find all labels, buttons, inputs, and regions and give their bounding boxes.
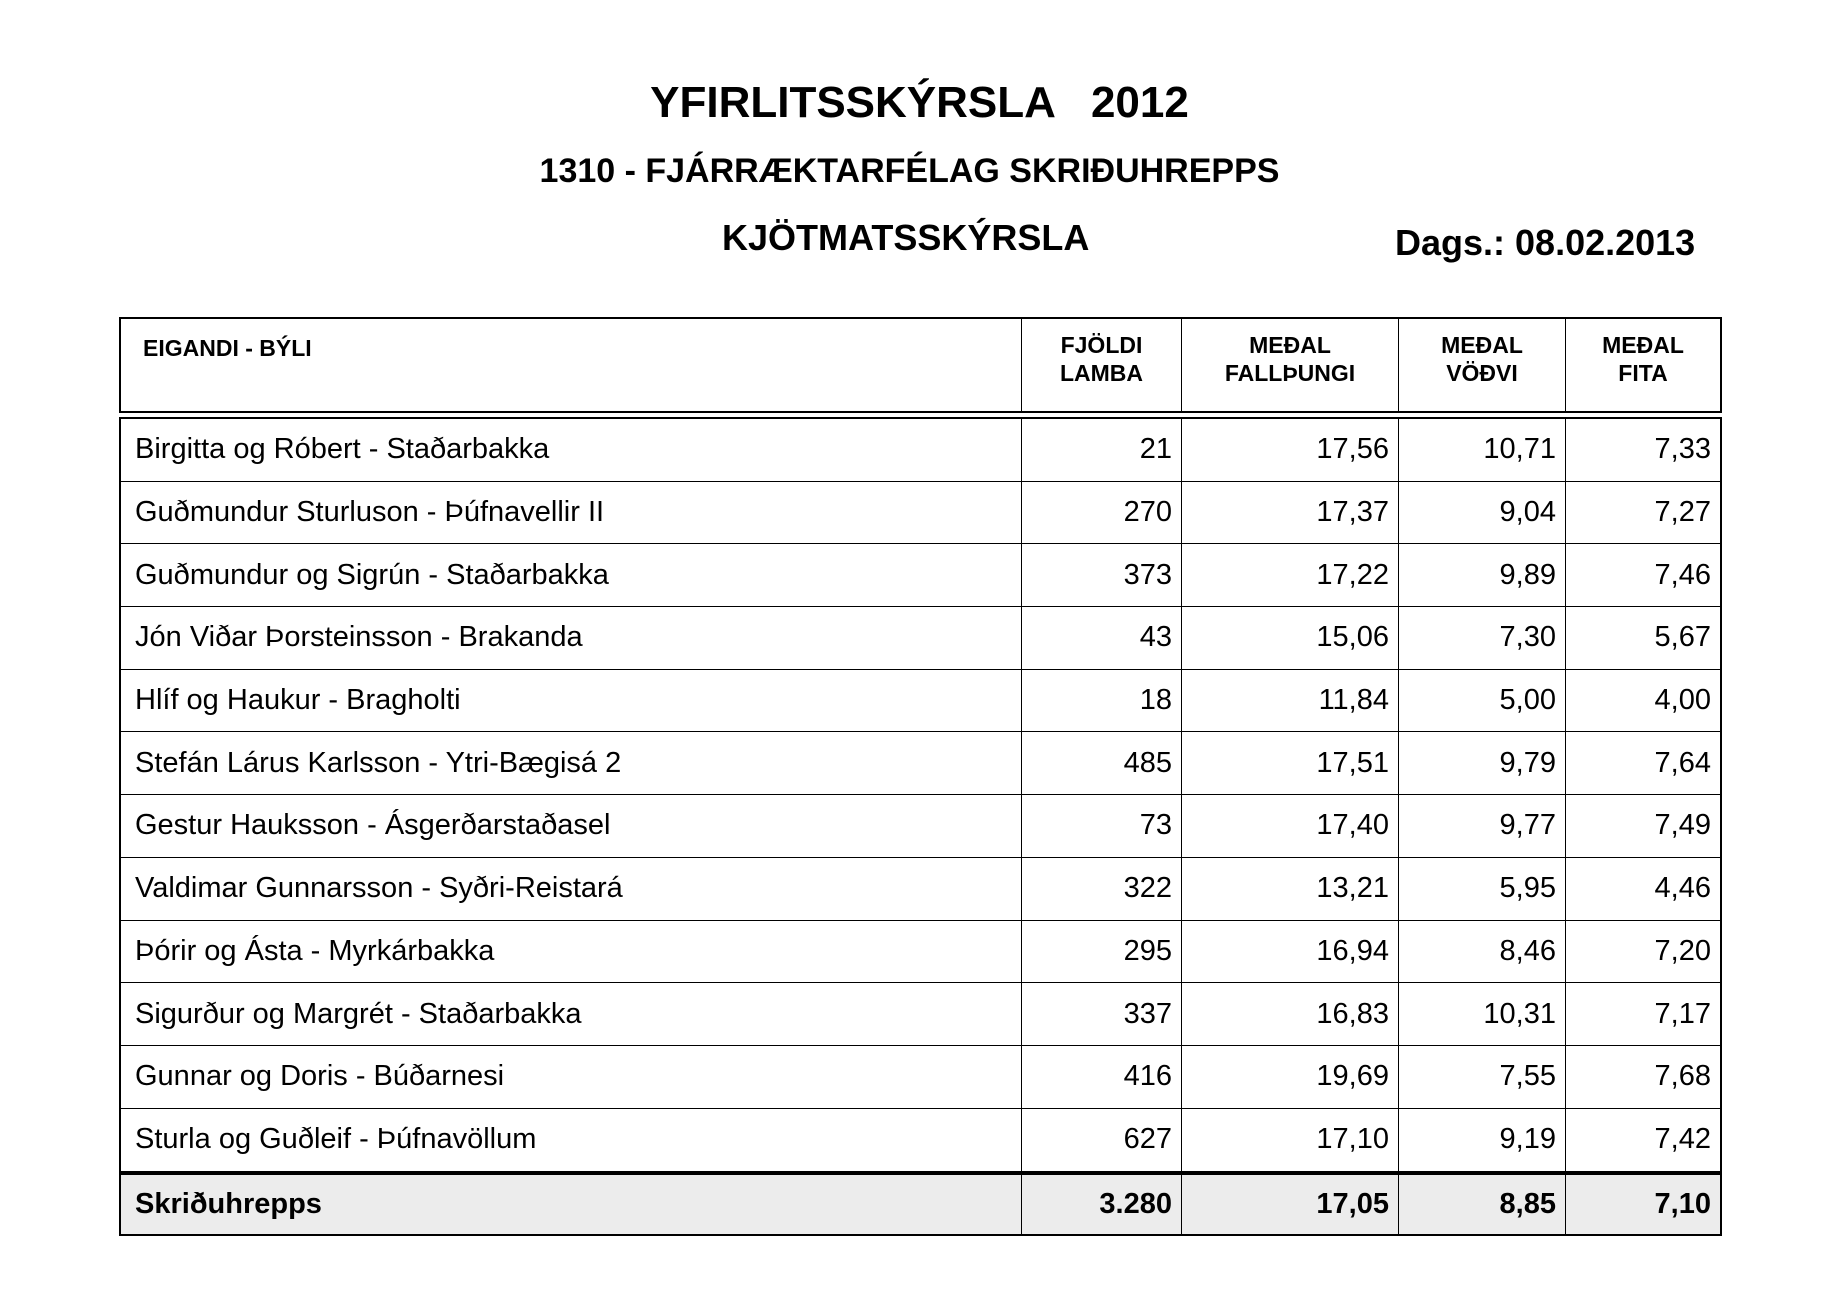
header-lambs [1022, 319, 1182, 411]
header-owner: EIGANDI - BÝLI [121, 319, 1022, 411]
header-weight-line1: MEÐAL [1249, 332, 1331, 358]
fat-cell: 7,46 [1654, 558, 1711, 591]
weight-cell: 16,83 [1182, 983, 1399, 1045]
header-lambs-line1: FJÖLDI [1060, 332, 1143, 358]
table-row [121, 482, 1720, 545]
weight-cell: 15,06 [1182, 607, 1399, 669]
lambs-cell: 43 [1022, 607, 1182, 669]
report-date: Dags.: 08.02.2013 [1395, 222, 1696, 263]
weight-cell: 17,56 [1182, 419, 1399, 481]
header-muscle [1399, 319, 1566, 411]
header-lambs-line2: LAMBA [1059, 360, 1144, 386]
fat-cell: 7,27 [1654, 496, 1711, 529]
owner-cell: Guðmundur Sturluson - Þúfnavellir II [121, 482, 1022, 544]
fat-cell: 7,17 [1654, 997, 1711, 1030]
lambs-cell: 21 [1022, 419, 1182, 481]
weight-cell: 13,21 [1182, 858, 1399, 920]
muscle-cell: 9,19 [1399, 1109, 1566, 1172]
lambs-cell: 270 [1022, 482, 1182, 544]
owner-cell: Sturla og Guðleif - Þúfnavöllum [121, 1109, 1022, 1172]
muscle-cell: 9,04 [1399, 482, 1566, 544]
fat-cell: 4,00 [1654, 684, 1711, 717]
owner-cell: Sigurður og Margrét - Staðarbakka [121, 983, 1022, 1045]
table-row [121, 670, 1720, 733]
header-muscle-line2: VÖÐVI [1446, 360, 1518, 386]
weight-cell: 17,40 [1182, 795, 1399, 857]
weight-cell: 17,22 [1182, 544, 1399, 606]
lambs-cell: 322 [1022, 858, 1182, 920]
weight-cell: 17,51 [1182, 732, 1399, 794]
table-header [119, 317, 1722, 413]
weight-cell: 11,84 [1182, 670, 1399, 732]
lambs-cell: 295 [1022, 921, 1182, 983]
lambs-cell: 337 [1022, 983, 1182, 1045]
lambs-cell: 485 [1022, 732, 1182, 794]
total-weight-cell: 17,05 [1182, 1175, 1399, 1234]
total-muscle-cell: 8,85 [1399, 1175, 1566, 1234]
total-owner-cell: Skriðuhrepps [121, 1175, 1022, 1234]
owner-cell: Gestur Hauksson - Ásgerðarstaðasel [121, 795, 1022, 857]
muscle-cell: 9,77 [1399, 795, 1566, 857]
lambs-cell: 18 [1022, 670, 1182, 732]
header-muscle-line1: MEÐAL [1441, 332, 1523, 358]
owner-cell: Stefán Lárus Karlsson - Ytri-Bægisá 2 [121, 732, 1022, 794]
total-row [121, 1175, 1720, 1234]
table-total [119, 1173, 1722, 1236]
table-row [121, 795, 1720, 858]
weight-cell: 17,10 [1182, 1109, 1399, 1172]
table-row [121, 921, 1720, 984]
table-body [119, 417, 1722, 1173]
muscle-cell: 8,46 [1399, 921, 1566, 983]
fat-cell: 4,46 [1654, 872, 1711, 905]
header-fat-line1: MEÐAL [1602, 332, 1684, 358]
owner-cell: Gunnar og Doris - Búðarnesi [121, 1046, 1022, 1108]
fat-cell: 7,68 [1654, 1060, 1711, 1093]
table-row [121, 607, 1720, 670]
total-lambs-cell: 3.280 [1022, 1175, 1182, 1234]
table-row [121, 1109, 1720, 1172]
table-row [121, 419, 1720, 482]
owner-cell: Birgitta og Róbert - Staðarbakka [121, 419, 1022, 481]
lambs-cell: 416 [1022, 1046, 1182, 1108]
lambs-cell: 73 [1022, 795, 1182, 857]
report-name: KJÖTMATSSKÝRSLA [722, 217, 1090, 258]
report-title: YFIRLITSSKÝRSLA 2012 [650, 78, 1189, 127]
table-row [121, 983, 1720, 1046]
owner-cell: Þórir og Ásta - Myrkárbakka [121, 921, 1022, 983]
muscle-cell: 9,79 [1399, 732, 1566, 794]
lambs-cell: 373 [1022, 544, 1182, 606]
muscle-cell: 5,95 [1399, 858, 1566, 920]
muscle-cell: 5,00 [1399, 670, 1566, 732]
header-weight-line2: FALLÞUNGI [1224, 360, 1356, 386]
weight-cell: 16,94 [1182, 921, 1399, 983]
table-row [121, 732, 1720, 795]
owner-cell: Hlíf og Haukur - Bragholti [121, 670, 1022, 732]
muscle-cell: 10,71 [1399, 419, 1566, 481]
muscle-cell: 9,89 [1399, 544, 1566, 606]
table-row [121, 544, 1720, 607]
muscle-cell: 7,55 [1399, 1046, 1566, 1108]
total-fat-cell: 7,10 [1654, 1188, 1711, 1220]
fat-cell: 7,42 [1654, 1123, 1711, 1156]
weight-cell: 19,69 [1182, 1046, 1399, 1108]
header-fat [1566, 319, 1720, 411]
fat-cell: 7,49 [1654, 809, 1711, 842]
fat-cell: 5,67 [1654, 621, 1711, 654]
header-weight [1182, 319, 1399, 411]
owner-cell: Valdimar Gunnarsson - Syðri-Reistará [121, 858, 1022, 920]
header-fat-line2: FITA [1618, 360, 1668, 386]
weight-cell: 17,37 [1182, 482, 1399, 544]
fat-cell: 7,33 [1654, 433, 1711, 466]
lambs-cell: 627 [1022, 1109, 1182, 1172]
owner-cell: Guðmundur og Sigrún - Staðarbakka [121, 544, 1022, 606]
muscle-cell: 7,30 [1399, 607, 1566, 669]
table-row [121, 1046, 1720, 1109]
fat-cell: 7,64 [1654, 746, 1711, 779]
header-row [121, 319, 1720, 411]
owner-cell: Jón Viðar Þorsteinsson - Brakanda [121, 607, 1022, 669]
fat-cell: 7,20 [1654, 934, 1711, 967]
report-subtitle: 1310 - FJÁRRÆKTARFÉLAG SKRIÐUHREPPS [539, 152, 1280, 190]
muscle-cell: 10,31 [1399, 983, 1566, 1045]
table-row [121, 858, 1720, 921]
